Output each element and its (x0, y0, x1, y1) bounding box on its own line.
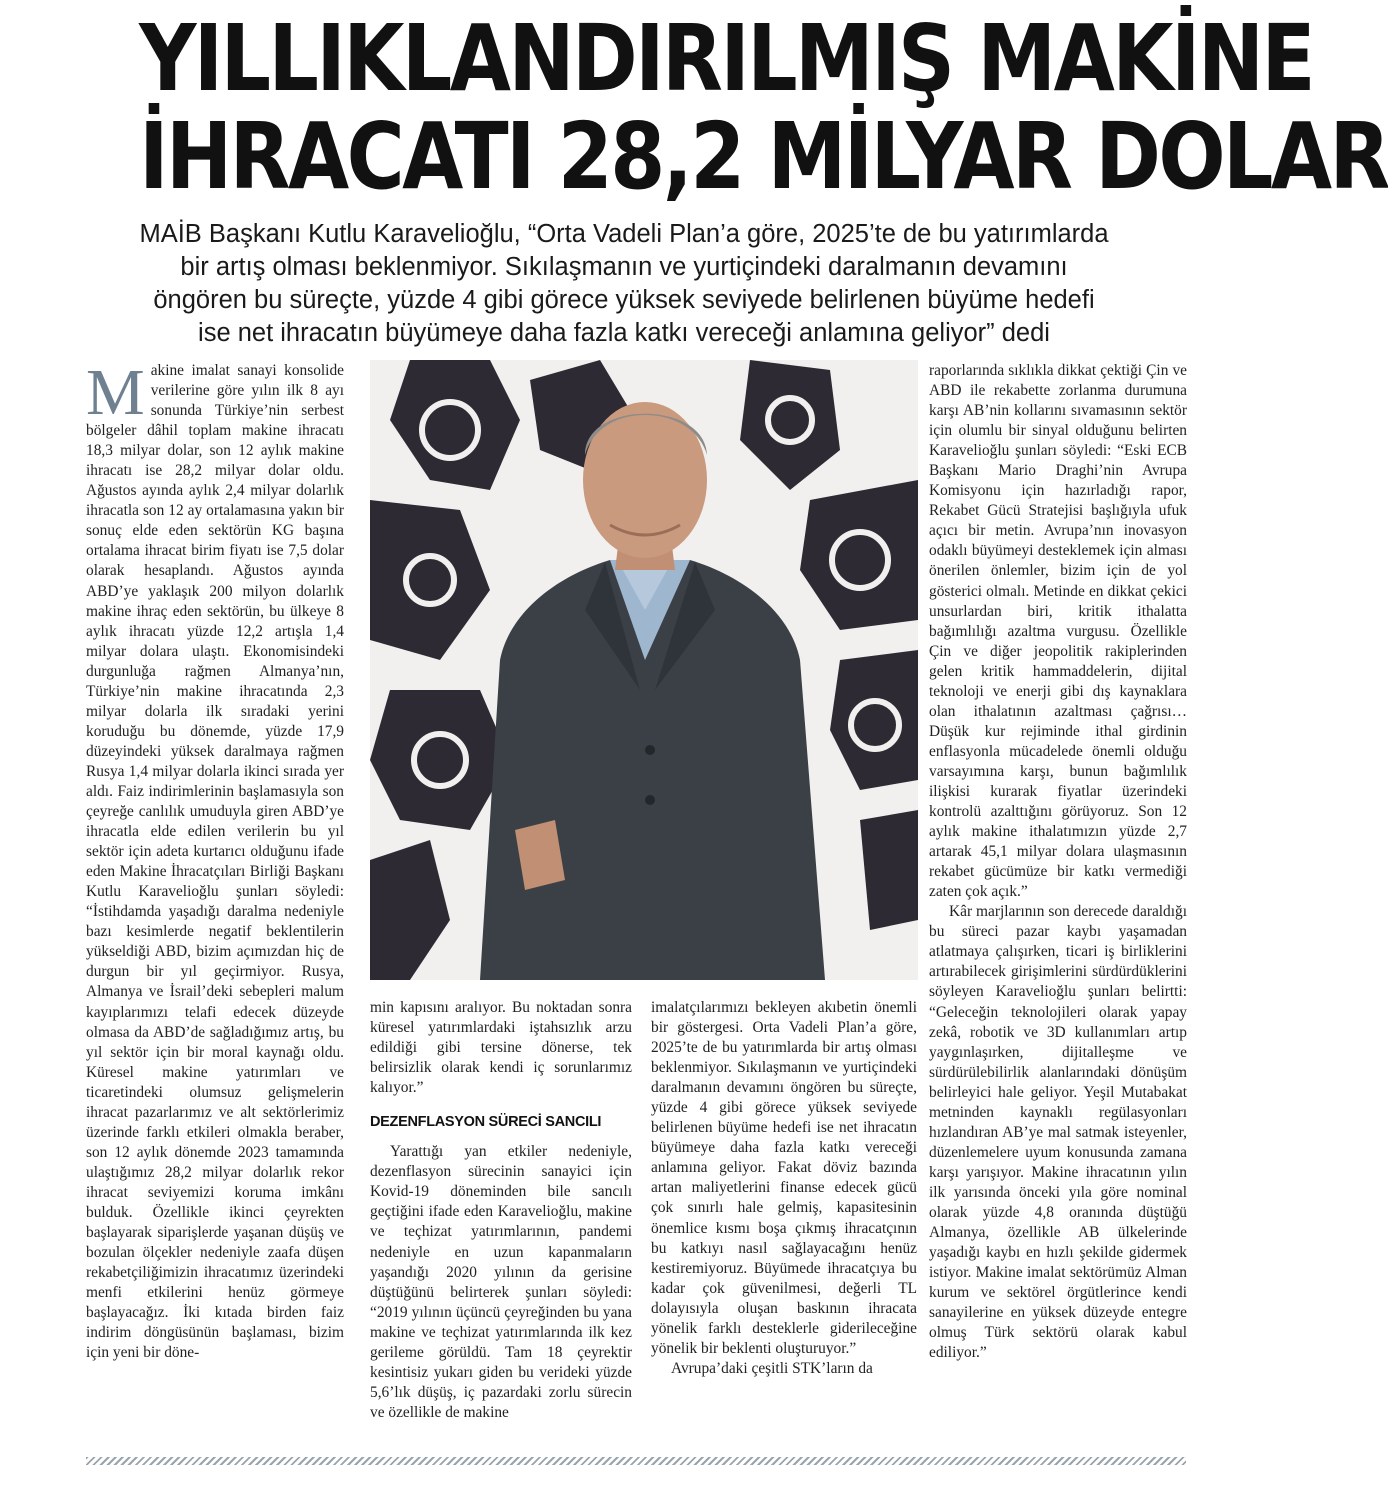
body-paragraph: Makine imalat sanayi konsolide verilerine göre yılın ilk 8 ayı sonunda Türkiye’nin serbest bölgeler dâhil toplam makine ihracatı 18,3 milyar dolar, son 12 aylık makine ihracatı ise 28,2 milyar dolar oldu. Ağustos ayında aylık 2,4 milyar dolarlık ihracatla son 12 ay ortalamasına yakın bir sonuç elde eden sektörün KG başına ortalama ihracat birim fiyatı ise 7,5 dolar olarak hesaplandı. Ağustos ayında ABD’ye yaklaşık 200 milyon dolarlık makine ihraç eden sektörün, bu ülkeye 8 aylık ihracatı yüzde 12,2 artışla 1,4 milyar dolara ulaştı. Ekonomisindeki durgunluğa rağmen Almanya’nın, Türkiye’nin makine ihracatında 2,3 milyar dolarla ilk sıradaki yerini koruduğu bu dönemde, yüzde 17,9 düzeyindeki yüksek daralmaya rağmen Rusya 1,4 milyar dolarla ikinci sırada yer aldı. Faiz indirimlerinin başlamasıyla son çeyreğe canlılık umuduyla giren ABD’ye ihracatla elde edilen verilerin bu yıl sektör için adeta kurtarıcı olduğunu ifade eden Makine İhracatçıları Birliği Başkanı Kutlu Karavelioğlu şunları söyledi: “İstihdamda yaşadığı daralma nedeniyle bazı kesimlerde negatif beklentilerin yükseldiği ABD, bizim açımızdan hiç de durgun bir yıl geçirmiyor. Rusya, Almanya ve İsrail’deki sebepleri malum kayıplarımızı telafi edecek düzeyde olmasa da ABD’de sağladığımız artış, bu yıl sektör için bir moral kaynağı oldu. Küresel makine yatırımları ve ticaretindeki olumsuz gelişmelerin ihracat pazarlarımız ve alt sektörlerimiz üzerinde farklı etkileri olmakla beraber, son 12 aylık dönemde 2023 tamamında ulaştığımız 28,2 milyar dolarlık rekor ihracat seviyemizi koruma imkânı bulduk. Özellikle ikinci çeyrekten başlayarak siparişlerde yaşanan düşüş ve bozulan ölçekler nedeniyle zaafa düşen rekabetçiliğimizin ihracatımız üzerindeki menfi etkilerini henüz görmeye başlayacağız. İki kıtada birden faiz indirim döngüsünün başlaması, bizim için yeni bir döne- (86, 356, 344, 1362)
article-column-1 (86, 356, 344, 1363)
dropcap: M (86, 356, 145, 429)
headline-line-1: YILLIKLANDIRILMIŞ MAKİNE (139, 5, 1313, 112)
body-paragraph: min kapısını aralıyor. Bu noktadan sonra küresel yatırımlardaki iştahsızlık arzu edildiği gibi tersine dönerse, tek belirsizlik olarak kendi iç sorunlarımız kalıyor.” (370, 999, 632, 1097)
deck (60, 218, 1188, 350)
body-paragraph: imalatçılarımızı bekleyen akıbetin önemli bir göstergesi. Orta Vadeli Plan’a göre, 2025’te de bu yatırımlarda bir artış olması beklenmiyor. Sıkılaşmanın ve yurtiçindeki daralmanın devamını öngören bu süreçte, yüzde 4 gibi görece yüksek seviyede belirlenen büyüme hedefi ise net ihracatın büyümeye daha fazla katkı vereceği anlamına geliyor. Fakat döviz bazında artan maliyetlerini finanse edecek gücü çok sınırlı hale gelmiş, kapasitesinin önemlice kısmı boşa çıkmış ihracatçının bu katkıyı nasıl sağlayacağını henüz kestiremiyoruz. Büyümede ihracatçıya bu kadar çok güvenilmesi, değerli TL dolayısıyla oluşan baskının ihracata yönelik farklı desteklerle giderileceğine yönelik bir beklenti oluşturuyor.” (651, 999, 917, 1357)
body-paragraph: Yarattığı yan etkiler nedeniyle, dezenflasyon sürecinin sanayici için Kovid-19 döneminden bile sancılı geçtiğini ifade eden Karavelioğlu, makine ve teçhizat yatırımlarının, pandemi nedeniyle en uzun kapanmaların yaşandığı 2020 yılının da gerisine düştüğünü belirterek şunları söyledi: “2019 yılının üçüncü çeyreğinden bu yana makine ve teçhizat yatırımlarında ilk kez gerileme görüldü. Tam 18 çeyrektir kesintisiz yukarı giden bu verideki yüzde 5,6’lık düşüş, iç pazardaki zorlu sürecin ve özellikle de makine (370, 1143, 632, 1421)
body-paragraph: raporlarında sıklıkla dikkat çektiği Çin ve ABD ile rekabette zorlanma durumuna karşı AB’nin kollarını sıvamasının sektör için olumlu bir sinyal olduğunu belirten Karavelioğlu şunları söyledi: “Eski ECB Başkanı Mario Draghi’nin Avrupa Komisyonu için hazırladığı rapor, Rekabet Gücü Stratejisi başlığıyla ufuk açıcı bir metin. Avrupa’nın inovasyon odaklı büyümeyi desteklemek için alması önerilen önlemler, bizim için de yol gösterici olmalı. Metinde en dikkat çekici unsurlardan biri, kritik ithalatta bağımlılığı azaltma vurgusu. Özellikle Çin ve diğer jeopolitik rakiplerinden gelen kritik hammaddelerin, dijital teknoloji ve enerji gibi dış kaynaklara olan ithalatının azaltması çağrısı… Düşük kur rejiminde ithal girdinin enflasyonla mücadelede önemli olduğu varsayımına karşı, bunun bağımlılık ilişkisi kurarak fiyatlar üzerindeki kontrolü azalttığını görüyoruz. Son 12 aylık makine ithalatımızın yüzde 2,7 artarak 45,1 milyar dolara ulaşmasının rekabet gücümüze bir katkı vermediği zaten çok açık.” (929, 362, 1187, 901)
deck-line-1: MAİB Başkanı Kutlu Karavelioğlu, “Orta Vadeli Plan’a göre, 2025’te de bu yatırımlarda (139, 220, 1109, 248)
body-paragraph: Kâr marjlarının son derecede daraldığı bu süreci pazar kaybı yaşamadan atlatmaya çalışırken, ticari iş birliklerini artırabilecek girişimlerini sürdürdüklerini söyleyen Karavelioğlu şunları belirtti: “Geleceğin teknolojileri olarak yapay zekâ, robotik ve 3D kullanımları artıp yaygınlaşırken, dijitalleşme ve sürdürülebilirlik alanlarındaki dönüşüm belirleyici hale geliyor. Yeşil Mutabakat metninden kaynaklı regülasyonları hızlandıran AB’ye mal satmak isteyenler, düzenlemelere uyum konusunda zamana karşı yarışıyor. Makine ihracatının yılın ilk yarısında önceki yıla göre nominal olarak yüzde 4,8 oranında düştüğü Almanya, özellikle AB ülkelerinde yaşadığı kaybı en hızlı şekilde gidermek istiyor. Makine imalat sektörümüz Alman kurum ve sektörel örgütlerince kendi sanayilerine en yüksek düzeyde entegre olmuş Türk sektörü olarak kabul ediliyor.” (929, 903, 1187, 1362)
article-column-2 (370, 998, 632, 1423)
bottom-divider (86, 1457, 1186, 1465)
deck-line-2: bir artış olması beklenmiyor. Sıkılaşmanın ve yurtiçindeki daralmanın devamını (180, 253, 1068, 281)
headline (139, 5, 1388, 210)
deck-line-4: ise net ihracatın büyümeye daha fazla katkı vereceği anlamına geliyor” dedi (198, 319, 1050, 347)
article-column-4 (929, 361, 1187, 1363)
article-column-3 (651, 998, 917, 1379)
portrait-photo (370, 360, 918, 980)
headline-line-2: İHRACATI 28,2 MİLYAR DOLAR (139, 103, 1388, 210)
body-paragraph: Avrupa’daki çeşitli STK’ların da (671, 1359, 873, 1377)
deck-line-3: öngören bu süreçte, yüzde 4 gibi görece yüksek seviyede belirlenen büyüme hedefi (153, 286, 1095, 314)
subheading: DEZENFLASYON SÜRECİ SANCILI (370, 1114, 602, 1131)
